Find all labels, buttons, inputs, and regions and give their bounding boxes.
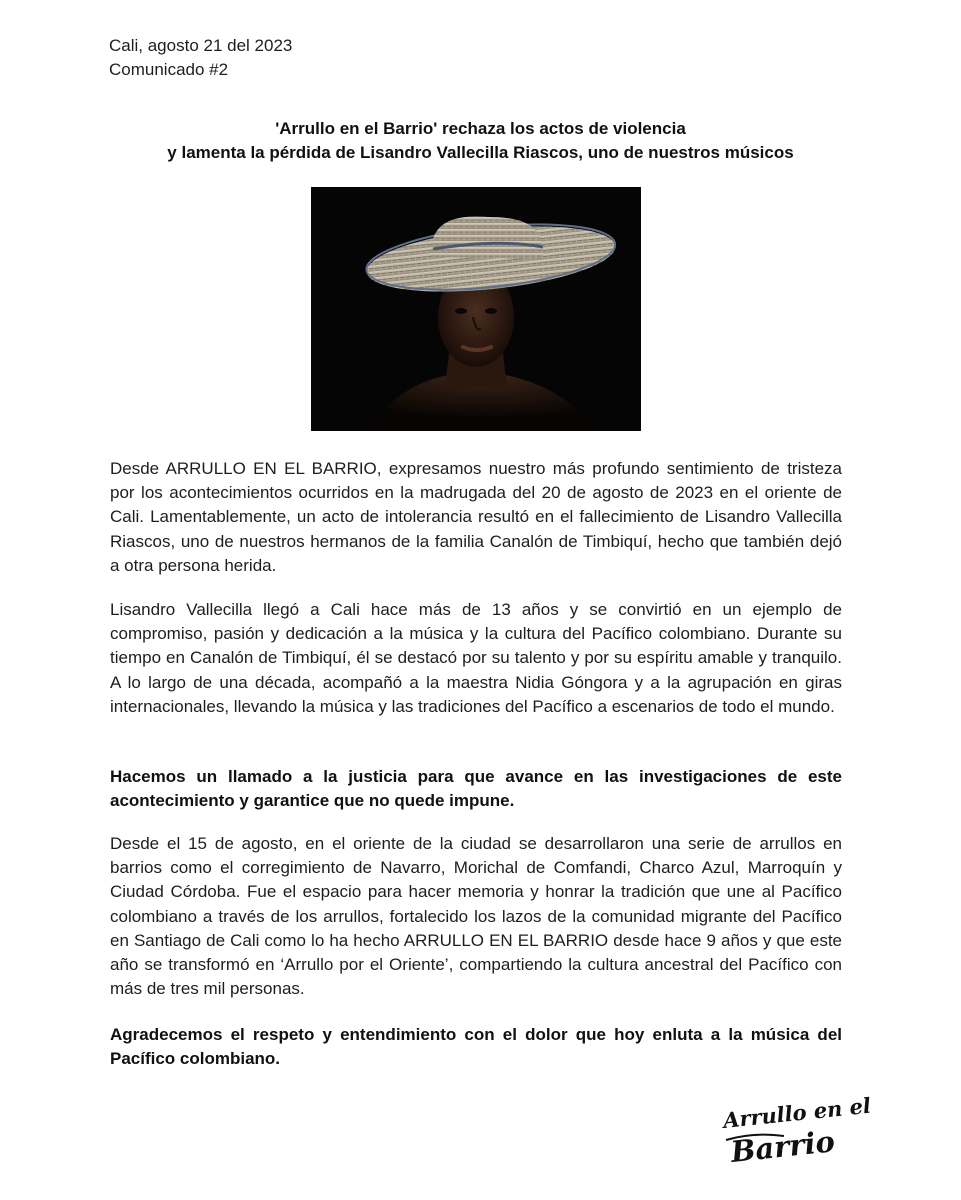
paragraph-gratitude: Agradecemos el respeto y entendimiento con el dolor que hoy enluta a la música del Pacífico colombiano. bbox=[110, 1025, 842, 1069]
paragraph-biography: Lisandro Vallecilla llegó a Cali hace más de 13 años y se convirtió en un ejemplo de compromiso, pasión y dedicación a la música y la cultura del Pacífico colombiano. Durante su tiempo en Canalón de Timbiquí, él se destacó por su talento y por su espíritu amable y tranquilo. A lo largo de una década, acompañó a la maestra Nidia Góngora y a la agrupación en giras internacionales, llevando la música y las tradiciones del Pacífico a escenarios de todo el mundo. bbox=[110, 600, 842, 716]
logo-line-2: Barrio bbox=[729, 1124, 837, 1169]
headline bbox=[60, 117, 901, 165]
paragraph-justice-call: Hacemos un llamado a la justicia para que avance en las investigaciones de este acontecimiento y garantice que no quede impune. bbox=[110, 767, 842, 811]
headline-line-2: y lamenta la pérdida de Lisandro Vallecilla Riascos, uno de nuestros músicos bbox=[167, 143, 794, 162]
date-line: Cali, agosto 21 del 2023 bbox=[109, 36, 293, 55]
paragraph-arrullos: Desde el 15 de agosto, en el oriente de la ciudad se desarrollaron una serie de arrullos en barrios como el corregimiento de Navarro, Morichal de Comfandi, Charco Azul, Marroquín y Ciudad Córdoba. Fue el espacio para hacer memoria y honrar la tradición que une al Pacífico colombiano a través de los arrullos, fortalecido los lazos de la comunidad migrante del Pacífico en Santiago de Cali como lo ha hecho ARRULLO EN EL BARRIO desde hace 9 años y que este año se transformó en ‘Arrullo por el Oriente’, compartiendo la cultura ancestral del Pacífico con más de tres mil personas. bbox=[110, 834, 842, 999]
portrait-illustration bbox=[311, 187, 641, 431]
arrullo-en-el-barrio-logo bbox=[714, 1092, 872, 1175]
logo-line-1: Arrullo en el bbox=[721, 1092, 872, 1133]
paragraph-condolence: Desde ARRULLO EN EL BARRIO, expresamos nuestro más profundo sentimiento de tristeza por los acontecimientos ocurridos en la madrugada del 20 de agosto de 2023 en el oriente de Cali. Lamentablemente, un acto de intolerancia resultó en el fallecimiento de Lisandro Vallecilla Riascos, uno de nuestros hermanos de la familia Canalón de Timbiquí, hecho que también dejó a otra persona herida. bbox=[110, 459, 842, 575]
portrait-photo bbox=[311, 187, 641, 431]
headline-line-1: 'Arrullo en el Barrio' rechaza los actos de violencia bbox=[275, 119, 686, 138]
logo-signature bbox=[714, 1092, 872, 1175]
release-number: Comunicado #2 bbox=[109, 60, 229, 79]
